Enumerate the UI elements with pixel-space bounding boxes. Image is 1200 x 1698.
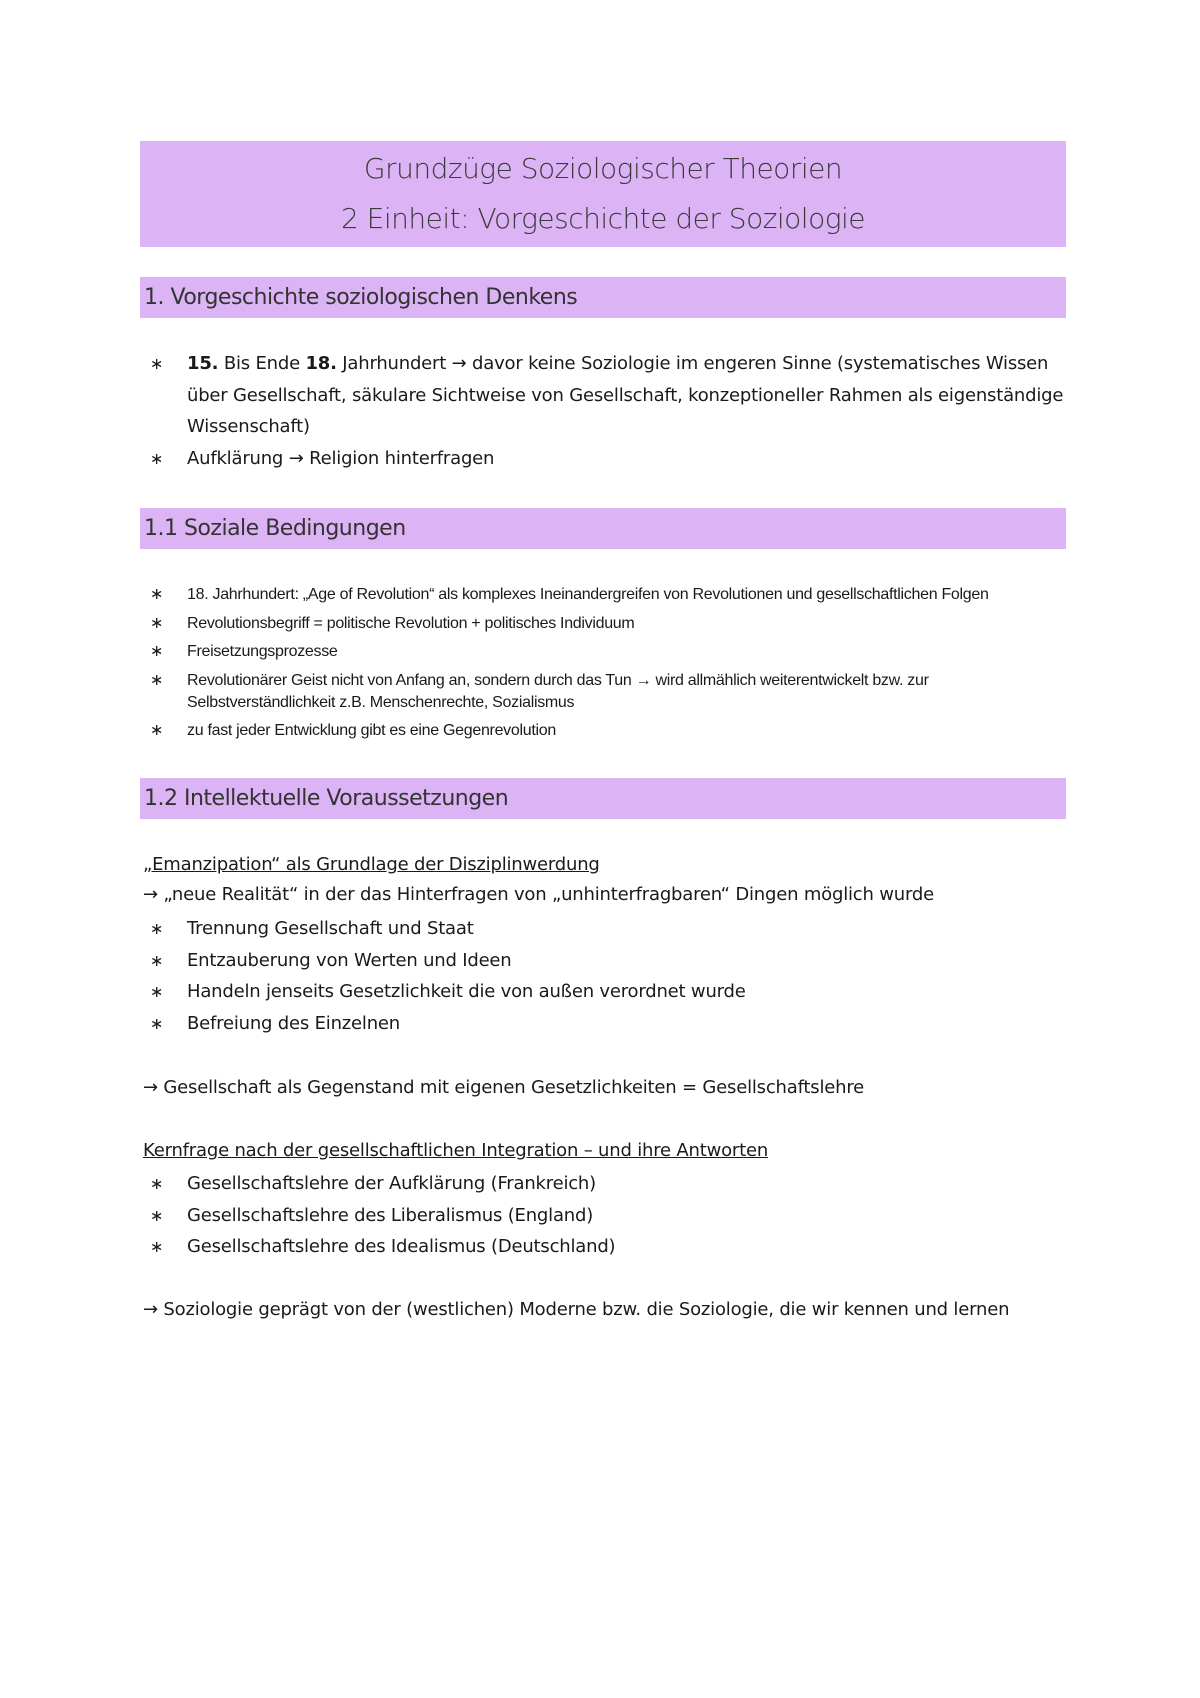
list-item [150,945,1050,977]
bullet-icon: ∗ [150,1237,164,1256]
arrow-line [143,1297,1009,1323]
list-item-text: Revolutionsbegriff = politische Revolution + politisches Individuum [187,614,635,632]
list-item-text: 18. Jahrhundert: „Age of Revolution“ als komplexes Ineinandergreifen von Revolutionen und gesellschaftlichen Folgen [187,586,989,603]
list-item [150,1200,1050,1232]
bullet-icon: ∗ [150,721,164,739]
subheading-kernfrage: Kernfrage nach der gesellschaftlichen Integration – und ihre Antworten [143,1140,769,1161]
text: Jahrhundert [336,353,452,374]
bullet-icon: ∗ [150,1205,164,1225]
text: Gesellschaft als Gegenstand mit eigenen Gesetzlichkeiten = Gesellschaftslehre [163,1077,865,1098]
text: Religion hinterfragen [303,447,495,469]
list-item [150,443,1080,475]
list-item-text: Freisetzungsprozesse [187,643,338,660]
list-item-text: zu fast jeder Entwicklung gibt es eine Gegenrevolution [187,721,556,739]
arrow-icon: → [451,353,467,374]
list-item [150,638,1110,667]
list-item [150,667,1027,717]
bullet-icon: ∗ [150,671,164,689]
document-title: Grundzüge Soziologischer Theorien [363,152,843,185]
document-subtitle: 2 Einheit: Vorgeschichte der Soziologie [340,202,866,235]
section-1-2-heading: 1.2 Intellektuelle Voraussetzungen [140,778,1066,819]
bullet-icon: ∗ [150,950,164,970]
list-item [150,1168,1050,1200]
arrow-line [143,1075,864,1101]
list-item-text: Gesellschaftslehre des Liberalismus (England) [187,1204,594,1226]
list-item-text: Trennung Gesellschaft und Staat [187,918,474,939]
arrow-icon: → [143,1077,158,1098]
text: „neue Realität“ in der das Hinterfragen von „unhinterfragbaren“ Dingen möglich wurde [163,884,934,905]
section-1-1-heading: 1.1 Soziale Bedingungen [140,508,1066,549]
bullet-icon: ∗ [150,1013,164,1033]
bold-text: 18. [305,353,337,374]
bullet-icon: ∗ [150,643,164,660]
section-1-1-list [150,581,1110,745]
text: Aufklärung [187,447,289,469]
list-item-text: Gesellschaftslehre des Idealismus (Deutschland) [187,1236,616,1257]
section-1-heading: 1. Vorgeschichte soziologischen Denkens [140,277,1066,318]
arrow-line [143,882,934,908]
bullet-icon: ∗ [150,448,164,468]
bullet-icon: ∗ [150,614,164,632]
emanzipation-list [150,913,1050,1039]
text: davor keine Soziologie im engeren Sinne (systematisches Wissen über Gesellschaft, säkulare Sichtweise von Gesellschaft, konzeptioneller Rahmen als eigenständige Wissenschaft) [187,353,1064,437]
section-1-list [150,348,1080,474]
text: Soziologie geprägt von der (westlichen) Moderne bzw. die Soziologie, die wir kennen und lernen [163,1299,1010,1320]
list-item-text: Handeln jenseits Gesetzlichkeit die von außen verordnet wurde [187,981,746,1002]
arrow-icon: → [288,447,304,469]
list-item [150,348,1080,443]
list-item-text: Gesellschaftslehre der Aufklärung (Frankreich) [187,1173,596,1194]
bullet-icon: ∗ [150,982,164,1001]
kernfrage-list [150,1168,1050,1263]
list-item-text: Revolutionärer Geist nicht von Anfang an, sondern durch das Tun → wird allmählich weiterentwickelt bzw. zur Selbstverständlichkeit z.B. Menschenrechte, Sozialismus [187,671,929,711]
list-item [150,913,1050,945]
list-item [150,581,1110,610]
subheading-emanzipation: „Emanzipation“ als Grundlage der Disziplinwerdung [143,854,600,875]
list-item [150,1231,1050,1263]
list-item-text: Befreiung des Einzelnen [187,1012,400,1034]
bullet-icon: ∗ [150,919,164,938]
list-item-text: Entzauberung von Werten und Ideen [187,949,512,971]
arrow-icon: → [143,1299,158,1320]
list-item [150,976,1050,1008]
bullet-icon: ∗ [150,1174,164,1193]
title-banner [140,141,1066,247]
bullet-icon: ∗ [150,586,164,603]
list-item [150,717,1110,746]
text: Bis Ende [218,353,306,374]
arrow-icon: → [143,884,158,905]
bullet-icon: ∗ [150,354,164,373]
list-item [150,1008,1050,1040]
list-item [150,610,1110,639]
bold-text: 15. [187,353,219,374]
